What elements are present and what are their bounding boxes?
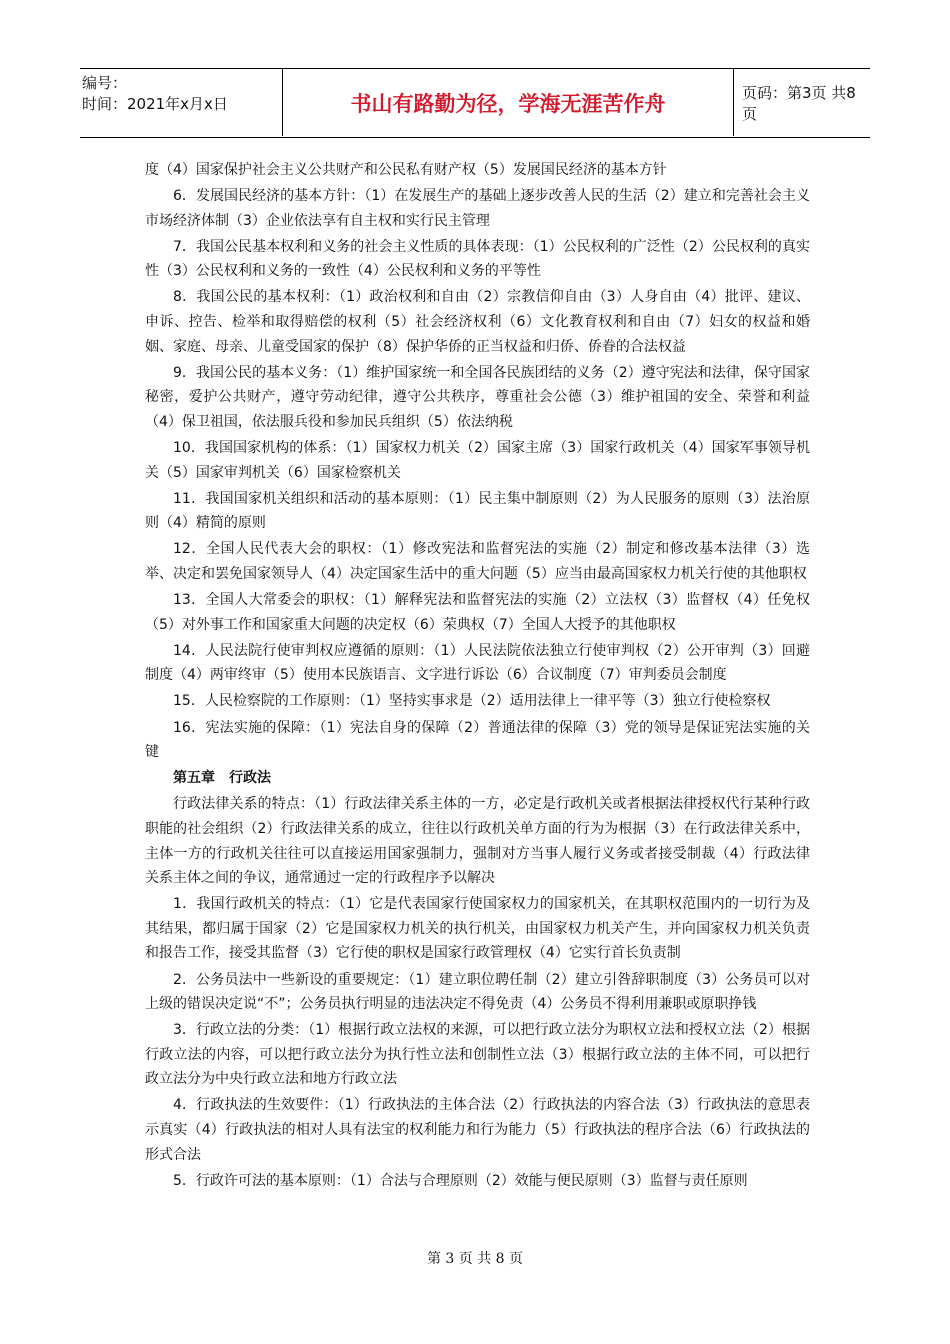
paragraph: 15．人民检察院的工作原则：（1）坚持实事求是（2）适用法律上一律平等（3）独立行使检察权 bbox=[173, 693, 771, 710]
paragraph: 13．全国人大常委会的职权：（1）解释宪法和监督宪法的实施（2）立法权（3）监督权（4）任免权（5）对外事工作和国家重大问题的决定权（6）荣典权（7）全国人大授予的其他职权 bbox=[145, 592, 810, 633]
paragraph: 7．我国公民基本权利和义务的社会主义性质的具体表现：（1）公民权利的广泛性（2）公民权利的真实性（3）公民权利和义务的一致性（4）公民权利和义务的平等性 bbox=[145, 238, 810, 280]
paragraph: 16．宪法实施的保障：（1）宪法自身的保障（2）普通法律的保障（3）党的领导是保证宪法实施的关键 bbox=[145, 719, 810, 761]
paragraph: 3．行政立法的分类：（1）根据行政立法权的来源，可以把行政立法分为职权立法和授权立法（2）根据行政立法的内容，可以把行政立法分为执行性立法和创制性立法（3）根据行政立法的主体不同，可以把行政立法分为中央行政立法和地方行政立法 bbox=[145, 1022, 810, 1088]
paragraph: 9．我国公民的基本义务：（1）维护国家统一和全国各民族团结的义务（2）遵守宪法和法律，保守国家秘密，爱护公共财产，遵守劳动纪律，遵守公共秩序，尊重社会公德（3）维护祖国的安全、荣誉和利益（4）保卫祖国，依法服兵役和参加民兵组织（5）依法纳税 bbox=[145, 364, 810, 430]
header-motto: 书山有路勤为径，学海无涯苦作舟 bbox=[282, 69, 734, 136]
date-label: 时间：2021年x月x日 bbox=[82, 95, 228, 113]
header-page-info: 页码：第3页 共8页 bbox=[742, 83, 856, 123]
paragraph: 8．我国公民的基本权利：（1）政治权利和自由（2）宗教信仰自由（3）人身自由（4）批评、建议、申诉、控告、检举和取得赔偿的权利（5）社会经济权利（6）文化教育权利和自由（7）妇女的权益和婚姻、家庭、母亲、儿童受国家的保护（8）保护华侨的正当权益和归侨、侨眷的合法权益 bbox=[145, 289, 810, 355]
paragraph: 2．公务员法中一些新设的重要规定：（1）建立职位聘任制（2）建立引咎辞职制度（3）公务员可以对上级的错误决定说“不”；公务员执行明显的违法决定不得免责（4）公务员不得利用兼职或原职挣钱 bbox=[145, 971, 810, 1013]
paragraph: 14．人民法院行使审判权应遵循的原则：（1）人民法院依法独立行使审判权（2）公开审判（3）回避制度（4）两审终审（5）使用本民族语言、文字进行诉讼（6）合议制度（7）审判委员会制度 bbox=[145, 642, 810, 684]
paragraph: 度（4）国家保护社会主义公共财产和公民私有财产权（5）发展国民经济的基本方针 bbox=[145, 162, 667, 178]
paragraph: 11．我国国家机关组织和活动的基本原则：（1）民主集中制原则（2）为人民服务的原则（3）法治原则（4）精简的原则 bbox=[145, 490, 810, 532]
paragraph: 行政法律关系的特点：（1）行政法律关系主体的一方，必定是行政机关或者根据法律授权代行某种行政职能的社会组织（2）行政法律关系的成立，往往以行政机关单方面的行为为根据（3）在行政法律关系中，主体一方的行政机关往往可以直接运用国家强制力，强制对方当事人履行义务或者接受制裁（4）行政法律关系主体之间的争议，通常通过一定的行政程序予以解决 bbox=[145, 796, 810, 887]
document-body bbox=[145, 158, 810, 1195]
header-meta bbox=[82, 73, 280, 115]
paragraph: 6．发展国民经济的基本方针：（1）在发展生产的基础上逐步改善人民的生活（2）建立和完善社会主义市场经济体制（3）企业依法享有自主权和实行民主管理 bbox=[145, 188, 810, 229]
page-header bbox=[80, 68, 870, 138]
paragraph: 5．行政许可法的基本原则：（1）合法与合理原则（2）效能与便民原则（3）监督与责任原则 bbox=[173, 1172, 748, 1189]
paragraph: 1．我国行政机关的特点：（1）它是代表国家行使国家权力的国家机关，在其职权范围内的一切行为及其结果，都归属于国家（2）它是国家权力机关的执行机关，由国家权力机关产生，并向国家权力机关负责和报告工作，接受其监督（3）它行使的职权是国家行政管理权（4）它实行首长负责制 bbox=[145, 896, 810, 962]
paragraph: 4．行政执法的生效要件：（1）行政执法的主体合法（2）行政执法的内容合法（3）行政执法的意思表示真实（4）行政执法的相对人具有法宝的权利能力和行为能力（5）行政执法的程序合法（6）行政执法的形式合法 bbox=[145, 1097, 810, 1163]
paragraph: 12．全国人民代表大会的职权：（1）修改宪法和监督宪法的实施（2）制定和修改基本法律（3）选举、决定和罢免国家领导人（4）决定国家生活中的重大问题（5）应当由最高国家权力机关行使的其他职权 bbox=[145, 541, 810, 582]
chapter-heading: 第五章 行政法 bbox=[173, 770, 271, 787]
paragraph: 10．我国国家机构的体系：（1）国家权力机关（2）国家主席（3）国家行政机关（4）国家军事领导机关（5）国家审判机关（6）国家检察机关 bbox=[145, 440, 810, 481]
number-label: 编号： bbox=[82, 74, 128, 92]
page-footer: 第 3 页 共 8 页 bbox=[426, 1251, 524, 1267]
